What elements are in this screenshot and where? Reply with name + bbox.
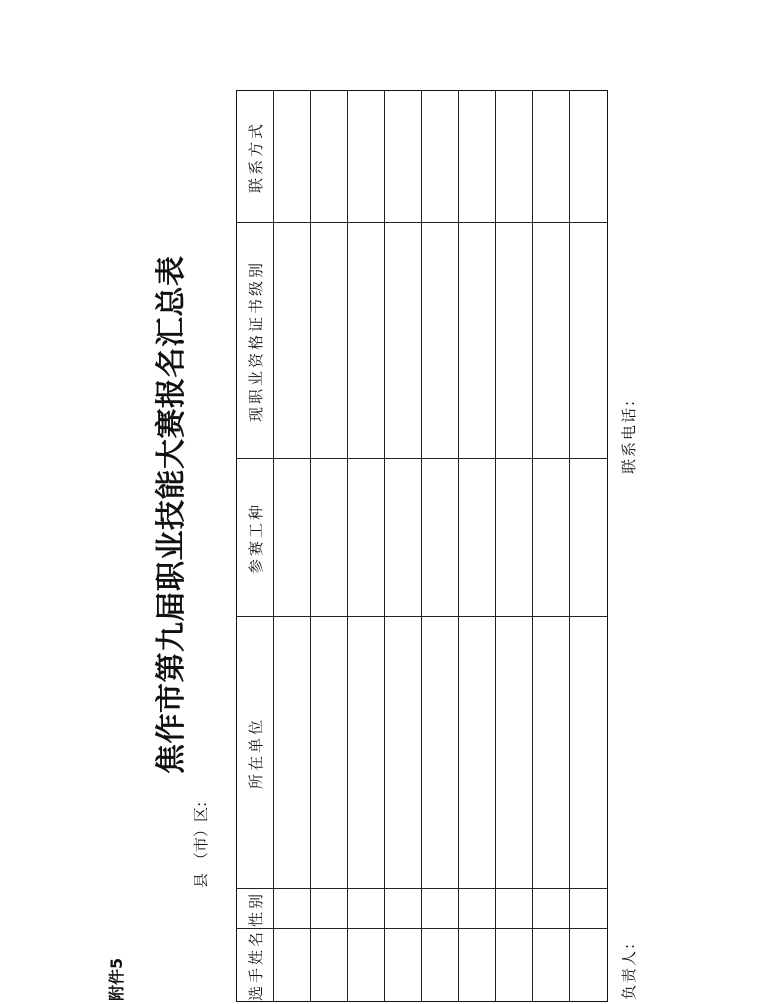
header-trade: 参赛工种: [246, 502, 265, 575]
table-column-divider: [237, 888, 607, 889]
header-name: 选手姓名: [246, 928, 265, 1001]
table-column-divider: [237, 616, 607, 617]
header-contact: 联系方式: [246, 121, 265, 194]
table-row-divider: [273, 91, 274, 1001]
table-row-divider: [384, 91, 385, 1001]
header-certificate-level: 现职业资格证书级别: [246, 260, 265, 423]
county-district-label: [190, 802, 211, 888]
table-row-divider: [532, 91, 533, 1001]
header-work-unit: 所在单位: [246, 717, 265, 790]
county-prefix: 县: [192, 872, 210, 888]
table-column-divider: [237, 928, 607, 929]
attachment-label: 附件5: [107, 957, 126, 1001]
table-row-divider: [495, 91, 496, 1001]
form-title: 焦作市第九届职业技能大赛报名汇总表: [154, 255, 189, 774]
contact-phone-label: 联系电话:: [620, 398, 638, 474]
county-open-paren: （: [192, 851, 210, 867]
registration-table: [236, 90, 608, 1002]
responsible-person-label: 负责人:: [620, 941, 638, 1000]
table-row-divider: [347, 91, 348, 1001]
table-row-divider: [421, 91, 422, 1001]
county-close-paren: ）: [192, 821, 210, 837]
table-row-divider: [310, 91, 311, 1001]
header-gender: 性别: [246, 891, 265, 928]
table-row-divider: [569, 91, 570, 1001]
county-middle: 市: [192, 836, 210, 852]
county-suffix: 区:: [192, 801, 210, 822]
table-row-divider: [458, 91, 459, 1001]
table-column-divider: [237, 458, 607, 459]
table-column-divider: [237, 222, 607, 223]
